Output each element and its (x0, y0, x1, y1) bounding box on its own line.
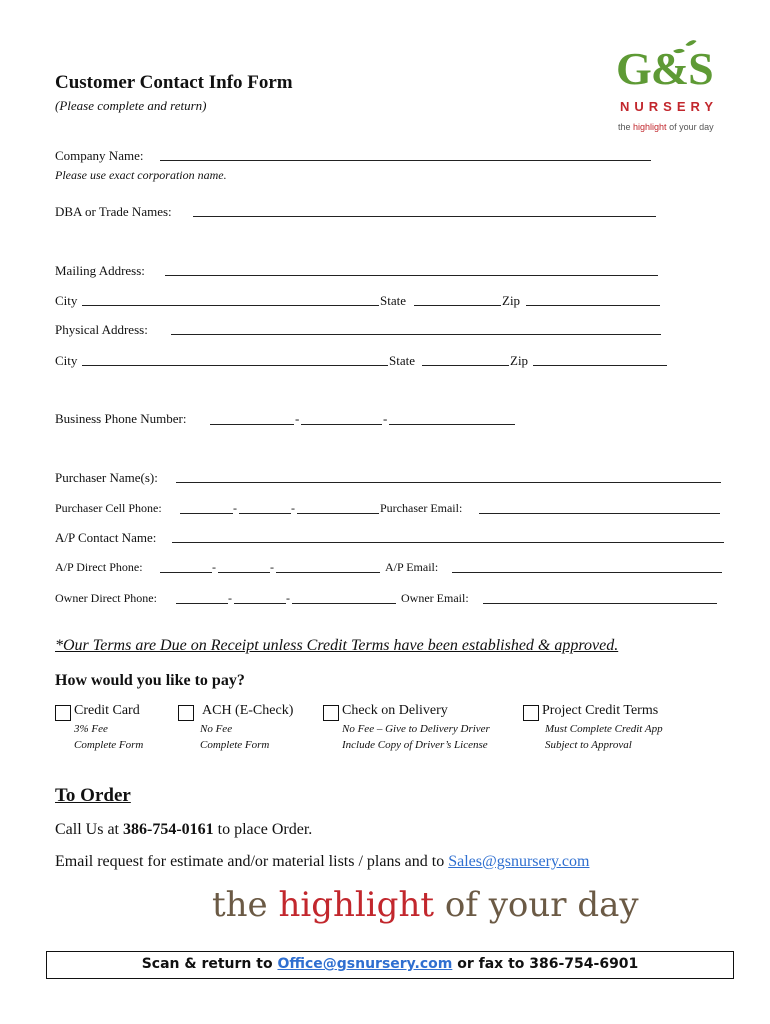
ap-contact-field[interactable] (172, 542, 724, 543)
physical-state-label: State (389, 353, 415, 368)
mailing-city-label: City (55, 293, 78, 308)
company-name-field[interactable] (160, 160, 651, 161)
owner-phone-area[interactable] (176, 603, 228, 604)
sales-email-link[interactable]: Sales@gsnursery.com (448, 853, 590, 870)
project-credit-terms-approval: Subject to Approval (545, 739, 632, 751)
owner-phone-prefix[interactable] (234, 603, 286, 604)
logo-mark: G&S (616, 43, 713, 94)
business-phone-area[interactable] (210, 424, 294, 425)
ap-email-field[interactable] (452, 572, 722, 573)
business-phone-line[interactable] (389, 424, 515, 425)
dash: - (383, 411, 388, 426)
dash: - (228, 591, 232, 605)
physical-address-label: Physical Address: (55, 322, 148, 337)
physical-zip-field[interactable] (533, 365, 667, 366)
logo-name: NURSERY (620, 99, 719, 114)
check-on-delivery-fee: No Fee – Give to Delivery Driver (342, 723, 490, 735)
dash: - (295, 411, 300, 426)
dash: - (270, 560, 274, 574)
owner-phone-line[interactable] (292, 603, 396, 604)
purchaser-names-label: Purchaser Name(s): (55, 470, 158, 485)
purchaser-names-field[interactable] (176, 482, 721, 483)
credit-card-label: Credit Card (74, 703, 140, 718)
email-request: Email request for estimate and/or material lists / plans and to Sales@gsnursery.com (55, 853, 590, 870)
owner-email-label: Owner Email: (401, 591, 469, 605)
mailing-zip-field[interactable] (526, 305, 660, 306)
credit-card-checkbox[interactable] (55, 705, 71, 721)
mailing-address-field[interactable] (165, 275, 658, 276)
project-credit-terms-label: Project Credit Terms (542, 703, 659, 718)
logo-tagline: the highlight of your day (618, 122, 714, 132)
ap-phone-prefix[interactable] (218, 572, 270, 573)
purchaser-cell-area[interactable] (180, 513, 233, 514)
dash: - (212, 560, 216, 574)
dba-field[interactable] (193, 216, 656, 217)
mailing-city-field[interactable] (82, 305, 379, 306)
dash: - (291, 501, 295, 515)
form-subtitle: (Please complete and return) (55, 98, 207, 113)
dba-label: DBA or Trade Names: (55, 204, 172, 219)
ach-checkbox[interactable] (178, 705, 194, 721)
physical-city-field[interactable] (82, 365, 388, 366)
dash: - (286, 591, 290, 605)
ap-phone-line[interactable] (276, 572, 380, 573)
ach-note: Complete Form (200, 739, 270, 751)
company-name-note: Please use exact corporation name. (55, 168, 227, 182)
owner-phone-label: Owner Direct Phone: (55, 591, 157, 605)
purchaser-email-label: Purchaser Email: (380, 501, 463, 515)
purchaser-cell-prefix[interactable] (239, 513, 291, 514)
terms-notice: *Our Terms are Due on Receipt unless Credit Terms have been established & approved. (55, 637, 619, 654)
footer-box (46, 951, 734, 979)
mailing-zip-label: Zip (502, 293, 521, 308)
physical-zip-label: Zip (510, 353, 529, 368)
ap-phone-label: A/P Direct Phone: (55, 560, 143, 574)
owner-email-field[interactable] (483, 603, 717, 604)
check-on-delivery-label: Check on Delivery (342, 703, 448, 718)
to-order-heading: To Order (55, 785, 131, 806)
company-name-label: Company Name: (55, 148, 144, 163)
gs-nursery-logo (612, 42, 732, 137)
footer-text: Scan & return to Office@gsnursery.com or fax to 386-754-6901 (141, 956, 639, 972)
dash: - (233, 501, 237, 515)
check-on-delivery-note: Include Copy of Driver’s License (342, 739, 488, 751)
purchaser-email-field[interactable] (479, 513, 720, 514)
ap-email-label: A/P Email: (385, 560, 439, 574)
project-credit-terms-note: Must Complete Credit App (545, 723, 663, 735)
business-phone-label: Business Phone Number: (55, 411, 187, 426)
order-phone[interactable]: 386-754-0161 (123, 821, 214, 838)
ap-phone-area[interactable] (160, 572, 212, 573)
physical-address-field[interactable] (171, 334, 661, 335)
office-email-link[interactable]: Office@gsnursery.com (277, 956, 453, 972)
mailing-state-field[interactable] (414, 305, 501, 306)
physical-city-label: City (55, 353, 78, 368)
credit-card-note: Complete Form (74, 739, 144, 751)
purchaser-cell-line[interactable] (297, 513, 379, 514)
purchaser-cell-label: Purchaser Cell Phone: (55, 501, 162, 515)
call-to-order: Call Us at 386-754-0161 to place Order. (55, 821, 313, 838)
form-title: Customer Contact Info Form (55, 72, 293, 93)
mailing-address-label: Mailing Address: (55, 263, 145, 278)
tagline: the highlight of your day (212, 885, 639, 925)
physical-state-field[interactable] (422, 365, 509, 366)
ap-contact-label: A/P Contact Name: (55, 530, 157, 545)
project-credit-terms-checkbox[interactable] (523, 705, 539, 721)
check-on-delivery-checkbox[interactable] (323, 705, 339, 721)
mailing-state-label: State (380, 293, 406, 308)
ach-label: ACH (E-Check) (202, 703, 294, 718)
credit-card-fee: 3% Fee (74, 723, 108, 735)
payment-question: How would you like to pay? (55, 672, 245, 689)
business-phone-prefix[interactable] (301, 424, 382, 425)
ach-fee: No Fee (200, 723, 233, 735)
